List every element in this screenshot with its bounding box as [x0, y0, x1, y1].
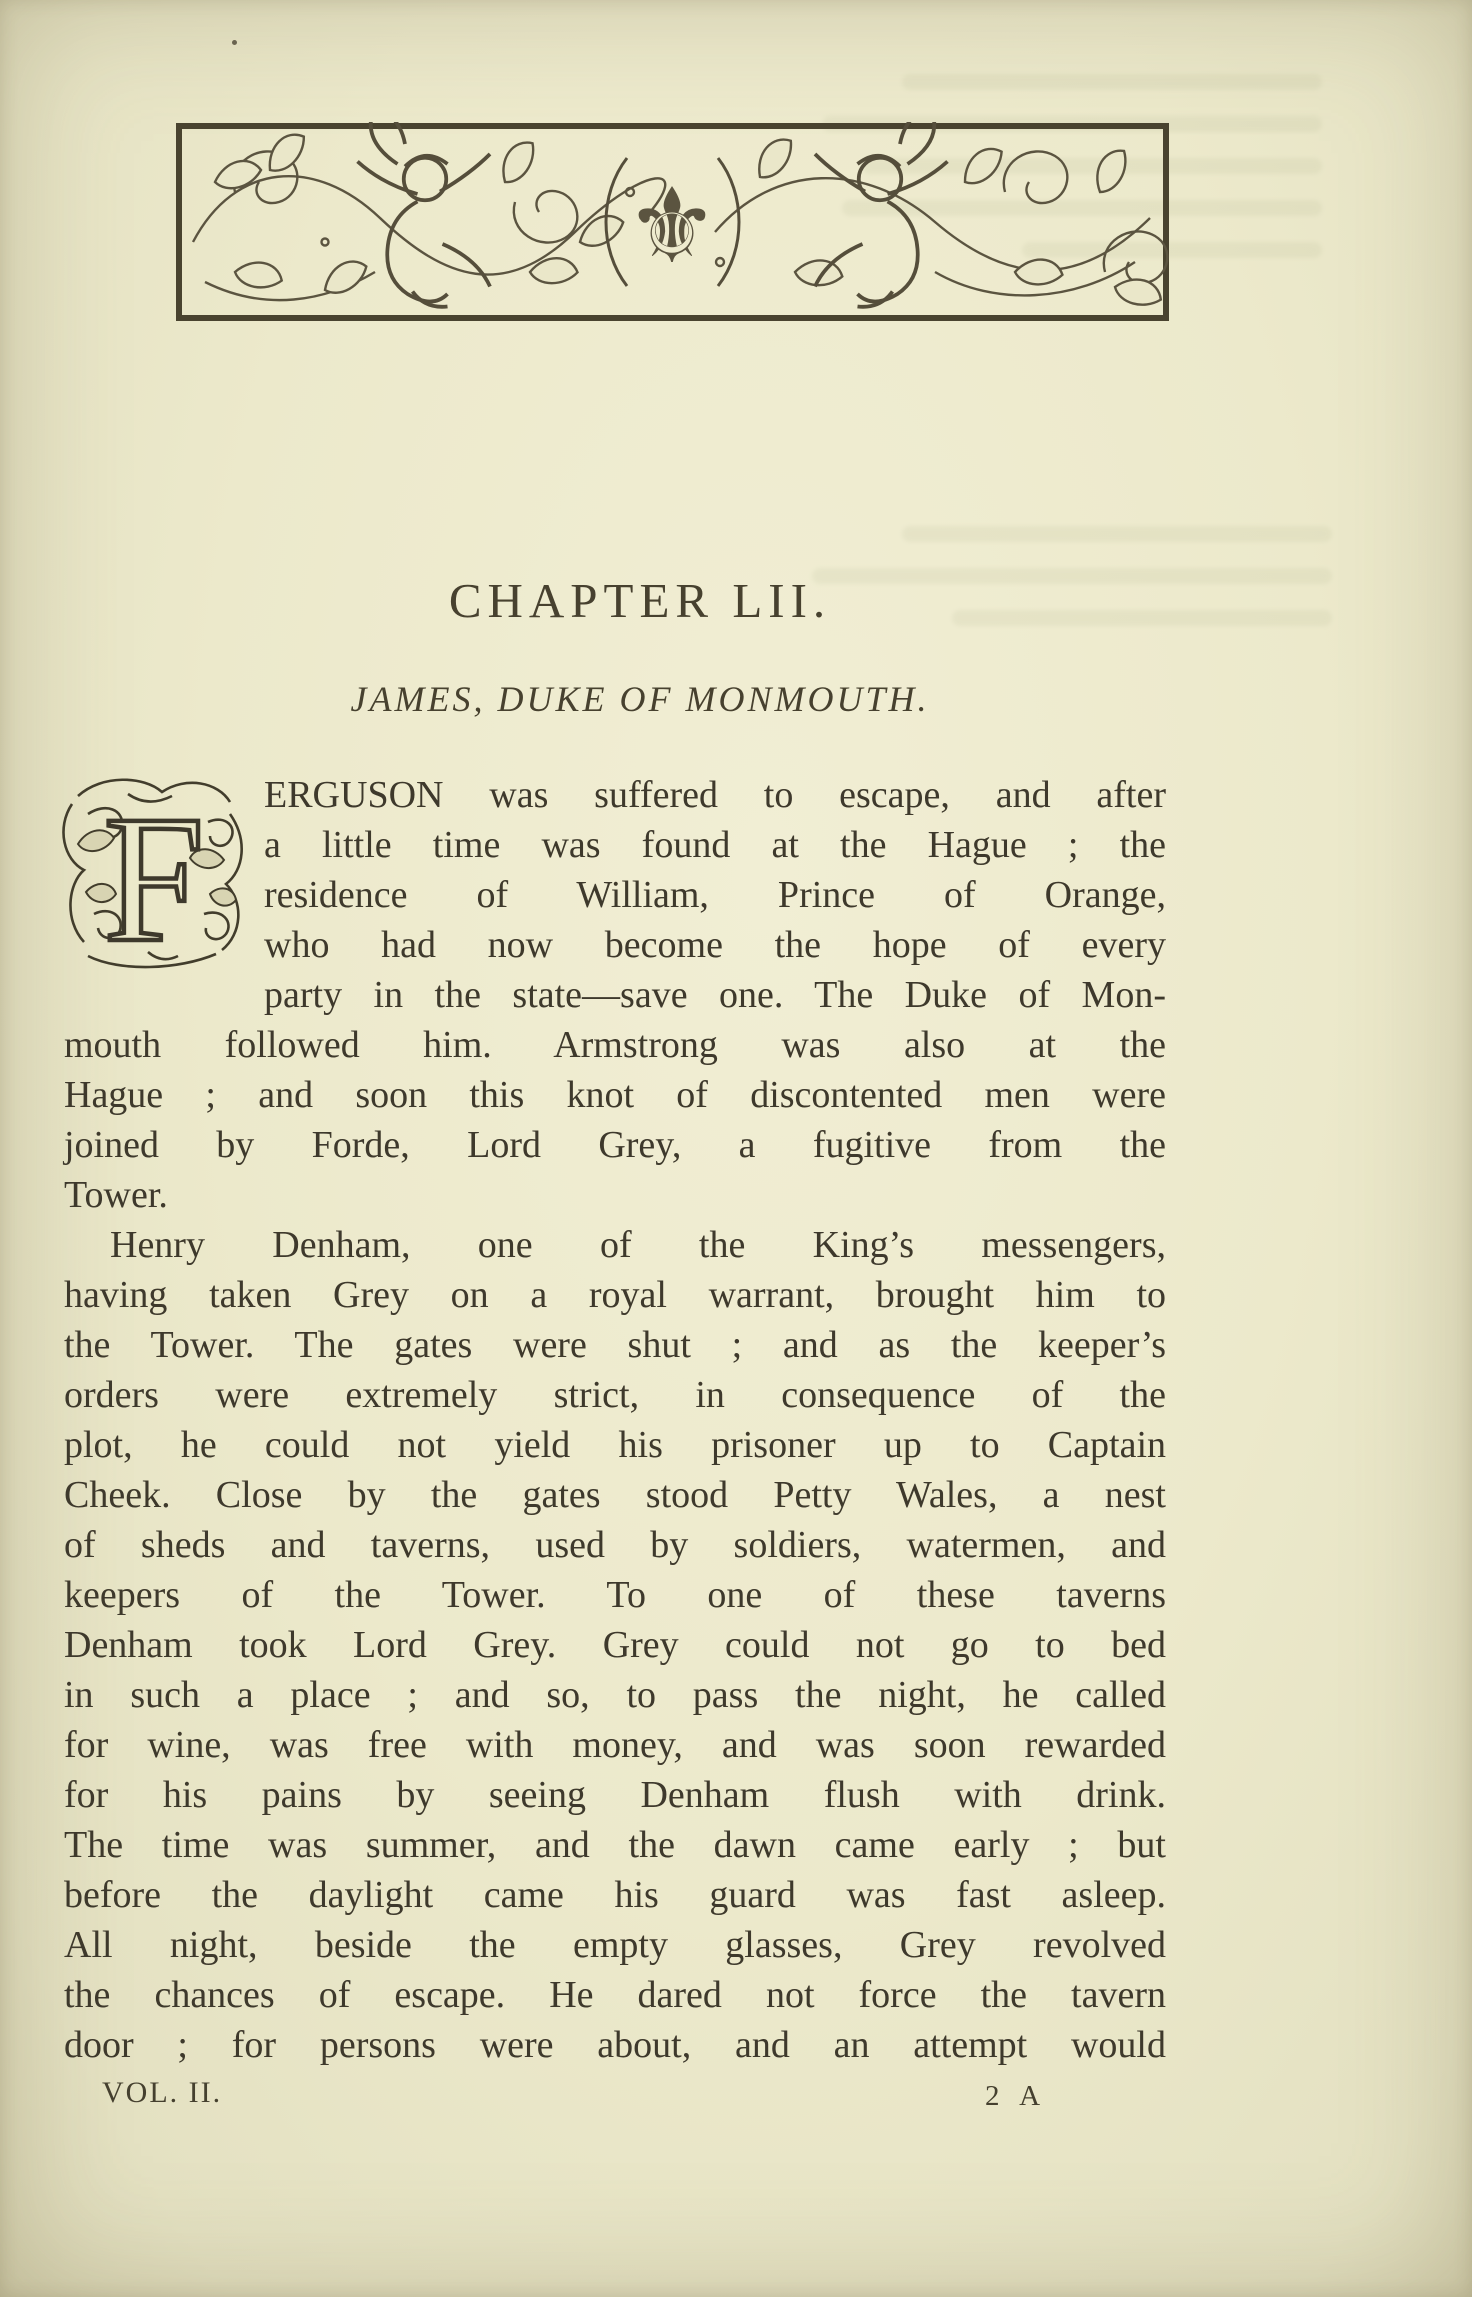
- text-line: plot, he could not yield his prisoner up to Captain: [64, 1424, 1166, 1466]
- text-line: having taken Grey on a royal warrant, brought him to: [64, 1274, 1166, 1316]
- chapter-subtitle: JAMES, DUKE OF MONMOUTH.: [350, 679, 930, 719]
- headpiece-ornament-cherubs: [175, 122, 1170, 322]
- footer-volume-label: VOL. II.: [102, 2076, 223, 2109]
- text-line: residence of William, Prince of Orange,: [264, 874, 1166, 916]
- chapter-heading: CHAPTER LII.: [448, 573, 832, 628]
- text-line: of sheds and taverns, used by soldiers, watermen, and: [64, 1524, 1166, 1566]
- fleur-de-lis-icon: ⚜: [625, 170, 719, 285]
- paper-speck: [232, 40, 237, 45]
- paragraph-1: [64, 770, 1166, 1220]
- text-line: The time was summer, and the dawn came early ; but: [64, 1824, 1166, 1866]
- text-line: party in the state—save one. The Duke of Mon-: [264, 974, 1166, 1016]
- text-line: Denham took Lord Grey. Grey could not go to bed: [64, 1624, 1166, 1666]
- text-line: door ; for persons were about, and an attempt would: [64, 2024, 1166, 2066]
- text-line: Hague ; and soon this knot of discontented men were: [64, 1074, 1166, 1116]
- text-line: mouth followed him. Armstrong was also at the: [64, 1024, 1166, 1066]
- text-line: for wine, was free with money, and was soon rewarded: [64, 1724, 1166, 1766]
- text-line: before the daylight came his guard was fast asleep.: [64, 1874, 1166, 1916]
- footer-signature-mark: 2 A: [985, 2080, 1048, 2112]
- text-line: for his pains by seeing Denham flush with drink.: [64, 1774, 1166, 1816]
- svg-text:F: F: [103, 779, 205, 972]
- text-line: the chances of escape. He dared not force the tavern: [64, 1974, 1166, 2016]
- text-line: keepers of the Tower. To one of these taverns: [64, 1574, 1166, 1616]
- text-line: joined by Forde, Lord Grey, a fugitive from the: [64, 1124, 1166, 1166]
- text-line: Henry Denham, one of the King’s messengers,: [110, 1224, 1166, 1266]
- text-line: All night, beside the empty glasses, Grey revolved: [64, 1924, 1166, 1966]
- body-text: [64, 770, 1166, 2070]
- text-line: in such a place ; and so, to pass the night, he called: [64, 1674, 1166, 1716]
- text-line: a little time was found at the Hague ; the: [264, 824, 1166, 866]
- text-line: Tower.: [64, 1174, 168, 1216]
- text-line: orders were extremely strict, in consequence of the: [64, 1374, 1166, 1416]
- text-line: who had now become the hope of every: [264, 924, 1166, 966]
- paragraph-2: [64, 1220, 1166, 2070]
- text-line: the Tower. The gates were shut ; and as the keeper’s: [64, 1324, 1166, 1366]
- text-line: ERGUSON was suffered to escape, and after: [264, 774, 1166, 816]
- text-line: Cheek. Close by the gates stood Petty Wales, a nest: [64, 1474, 1166, 1516]
- drop-cap-initial: [58, 774, 250, 972]
